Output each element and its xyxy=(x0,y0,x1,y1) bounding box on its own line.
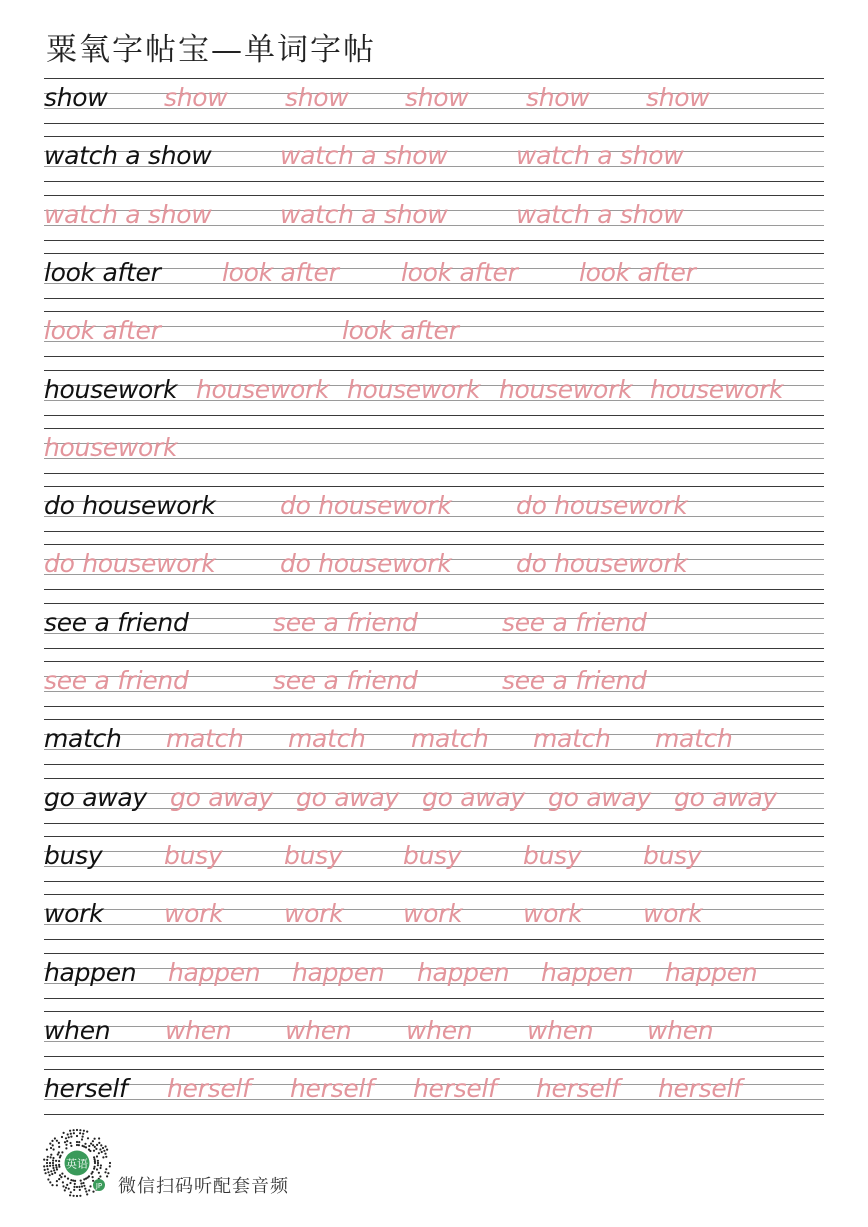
guide-line xyxy=(44,1114,824,1115)
trace-word: herself xyxy=(536,1074,620,1104)
writing-row xyxy=(44,486,824,532)
trace-word: match xyxy=(533,724,611,754)
trace-word: housework xyxy=(650,374,784,404)
writing-row xyxy=(44,603,824,649)
guide-line xyxy=(44,1069,824,1070)
trace-word: work xyxy=(643,899,703,929)
trace-word: when xyxy=(406,1015,473,1045)
trace-word: see a friend xyxy=(273,666,418,695)
trace-word: watch a show xyxy=(516,141,684,171)
model-word: herself xyxy=(44,1074,128,1104)
guide-line xyxy=(44,544,824,545)
writing-row xyxy=(44,544,824,590)
trace-word: match xyxy=(166,724,244,754)
guide-line xyxy=(44,778,824,779)
trace-word: watch a show xyxy=(280,141,448,171)
trace-word: watch a show xyxy=(280,199,448,229)
trace-word: when xyxy=(285,1015,352,1045)
guide-line xyxy=(44,298,824,299)
trace-word: go away xyxy=(422,782,525,812)
guide-line xyxy=(44,531,824,532)
model-word: happen xyxy=(44,957,137,987)
guide-line xyxy=(44,998,824,999)
writing-row xyxy=(44,1011,824,1057)
trace-word: herself xyxy=(658,1074,742,1104)
trace-word: see a friend xyxy=(502,607,647,637)
trace-word: work xyxy=(403,899,463,929)
guide-line xyxy=(44,1056,824,1057)
trace-word: housework xyxy=(347,374,481,404)
model-word: work xyxy=(44,899,104,929)
guide-line xyxy=(44,706,824,707)
guide-line xyxy=(44,661,824,662)
guide-line xyxy=(44,181,824,182)
guide-line xyxy=(44,894,824,895)
trace-word: happen xyxy=(665,957,758,987)
trace-word: see a friend xyxy=(44,666,189,695)
guide-line xyxy=(44,1011,824,1012)
model-word: do housework xyxy=(44,491,216,521)
trace-word: match xyxy=(411,724,489,754)
model-word: match xyxy=(44,724,122,754)
writing-row xyxy=(44,428,824,474)
guide-line xyxy=(44,311,824,312)
guide-line xyxy=(44,78,824,79)
writing-row xyxy=(44,78,824,124)
writing-row xyxy=(44,253,824,299)
model-word: go away xyxy=(44,782,147,812)
guide-line xyxy=(44,823,824,824)
trace-word: busy xyxy=(403,840,462,870)
trace-word: when xyxy=(527,1015,594,1045)
trace-word: look after xyxy=(401,257,518,287)
trace-word: happen xyxy=(417,957,510,987)
guide-line xyxy=(44,473,824,474)
page-title: 粟氧字帖宝—单词字帖 xyxy=(46,32,376,68)
qr-code-icon[interactable] xyxy=(42,1128,112,1198)
trace-word: do housework xyxy=(280,491,452,521)
trace-word: when xyxy=(165,1015,232,1045)
trace-word: happen xyxy=(168,957,261,987)
writing-row xyxy=(44,311,824,357)
trace-word: go away xyxy=(170,782,273,812)
trace-word: busy xyxy=(284,840,343,870)
writing-row xyxy=(44,953,824,999)
trace-word: work xyxy=(284,899,344,929)
trace-word: herself xyxy=(413,1074,497,1104)
trace-word: do housework xyxy=(280,549,452,579)
trace-word: see a friend xyxy=(502,666,647,695)
trace-word: show xyxy=(526,83,590,112)
audio-caption: 微信扫码听配套音频 xyxy=(118,1176,289,1197)
writing-row xyxy=(44,778,824,824)
guide-line xyxy=(44,603,824,604)
trace-word: see a friend xyxy=(273,607,418,637)
trace-word: do housework xyxy=(44,549,216,579)
trace-word: show xyxy=(646,83,710,112)
trace-word: show xyxy=(285,83,349,112)
guide-line xyxy=(44,953,824,954)
writing-row xyxy=(44,1069,824,1115)
trace-word: work xyxy=(523,899,583,929)
writing-row xyxy=(44,195,824,241)
trace-word: look after xyxy=(222,257,339,287)
guide-line xyxy=(44,719,824,720)
model-word: see a friend xyxy=(44,607,189,637)
model-word: when xyxy=(44,1015,111,1045)
trace-word: go away xyxy=(674,782,777,812)
model-word: housework xyxy=(44,374,178,404)
trace-word: when xyxy=(647,1015,714,1045)
writing-row xyxy=(44,894,824,940)
trace-word: show xyxy=(405,83,469,112)
trace-word: go away xyxy=(548,782,651,812)
footer xyxy=(42,1128,442,1198)
trace-word: work xyxy=(164,899,224,929)
trace-word: do housework xyxy=(516,549,688,579)
model-word: busy xyxy=(44,840,103,870)
guide-line xyxy=(44,648,824,649)
badge-sub-label: JP xyxy=(95,1182,103,1190)
guide-line xyxy=(44,136,824,137)
trace-word: watch a show xyxy=(44,199,212,229)
trace-word: happen xyxy=(292,957,385,987)
guide-line xyxy=(44,836,824,837)
writing-row xyxy=(44,370,824,416)
writing-row xyxy=(44,661,824,707)
trace-word: housework xyxy=(196,374,330,404)
trace-word: housework xyxy=(44,432,178,462)
trace-word: match xyxy=(288,724,366,754)
guide-line xyxy=(44,939,824,940)
model-word: show xyxy=(44,83,108,112)
trace-word: watch a show xyxy=(516,199,684,229)
trace-word: housework xyxy=(499,374,633,404)
trace-word: busy xyxy=(643,840,702,870)
guide-line xyxy=(44,428,824,429)
guide-line xyxy=(44,370,824,371)
guide-line xyxy=(44,240,824,241)
trace-word: busy xyxy=(523,840,582,870)
trace-word: herself xyxy=(290,1074,374,1104)
trace-word: busy xyxy=(164,840,223,870)
trace-word: do housework xyxy=(516,491,688,521)
trace-word: herself xyxy=(167,1074,251,1104)
writing-row xyxy=(44,136,824,182)
guide-line xyxy=(44,356,824,357)
trace-word: look after xyxy=(342,316,459,346)
trace-word: look after xyxy=(44,316,161,346)
guide-line xyxy=(44,764,824,765)
trace-word: go away xyxy=(296,782,399,812)
guide-line xyxy=(44,415,824,416)
trace-word: look after xyxy=(579,257,696,287)
guide-line xyxy=(44,123,824,124)
model-word: look after xyxy=(44,257,161,287)
writing-row xyxy=(44,836,824,882)
guide-line xyxy=(44,589,824,590)
badge-label: 英语 xyxy=(66,1157,88,1171)
guide-line xyxy=(44,195,824,196)
guide-line xyxy=(44,253,824,254)
writing-row xyxy=(44,719,824,765)
guide-line xyxy=(44,881,824,882)
trace-word: show xyxy=(164,83,228,112)
guide-line xyxy=(44,486,824,487)
trace-word: match xyxy=(655,724,733,754)
model-word: watch a show xyxy=(44,141,212,171)
trace-word: happen xyxy=(541,957,634,987)
